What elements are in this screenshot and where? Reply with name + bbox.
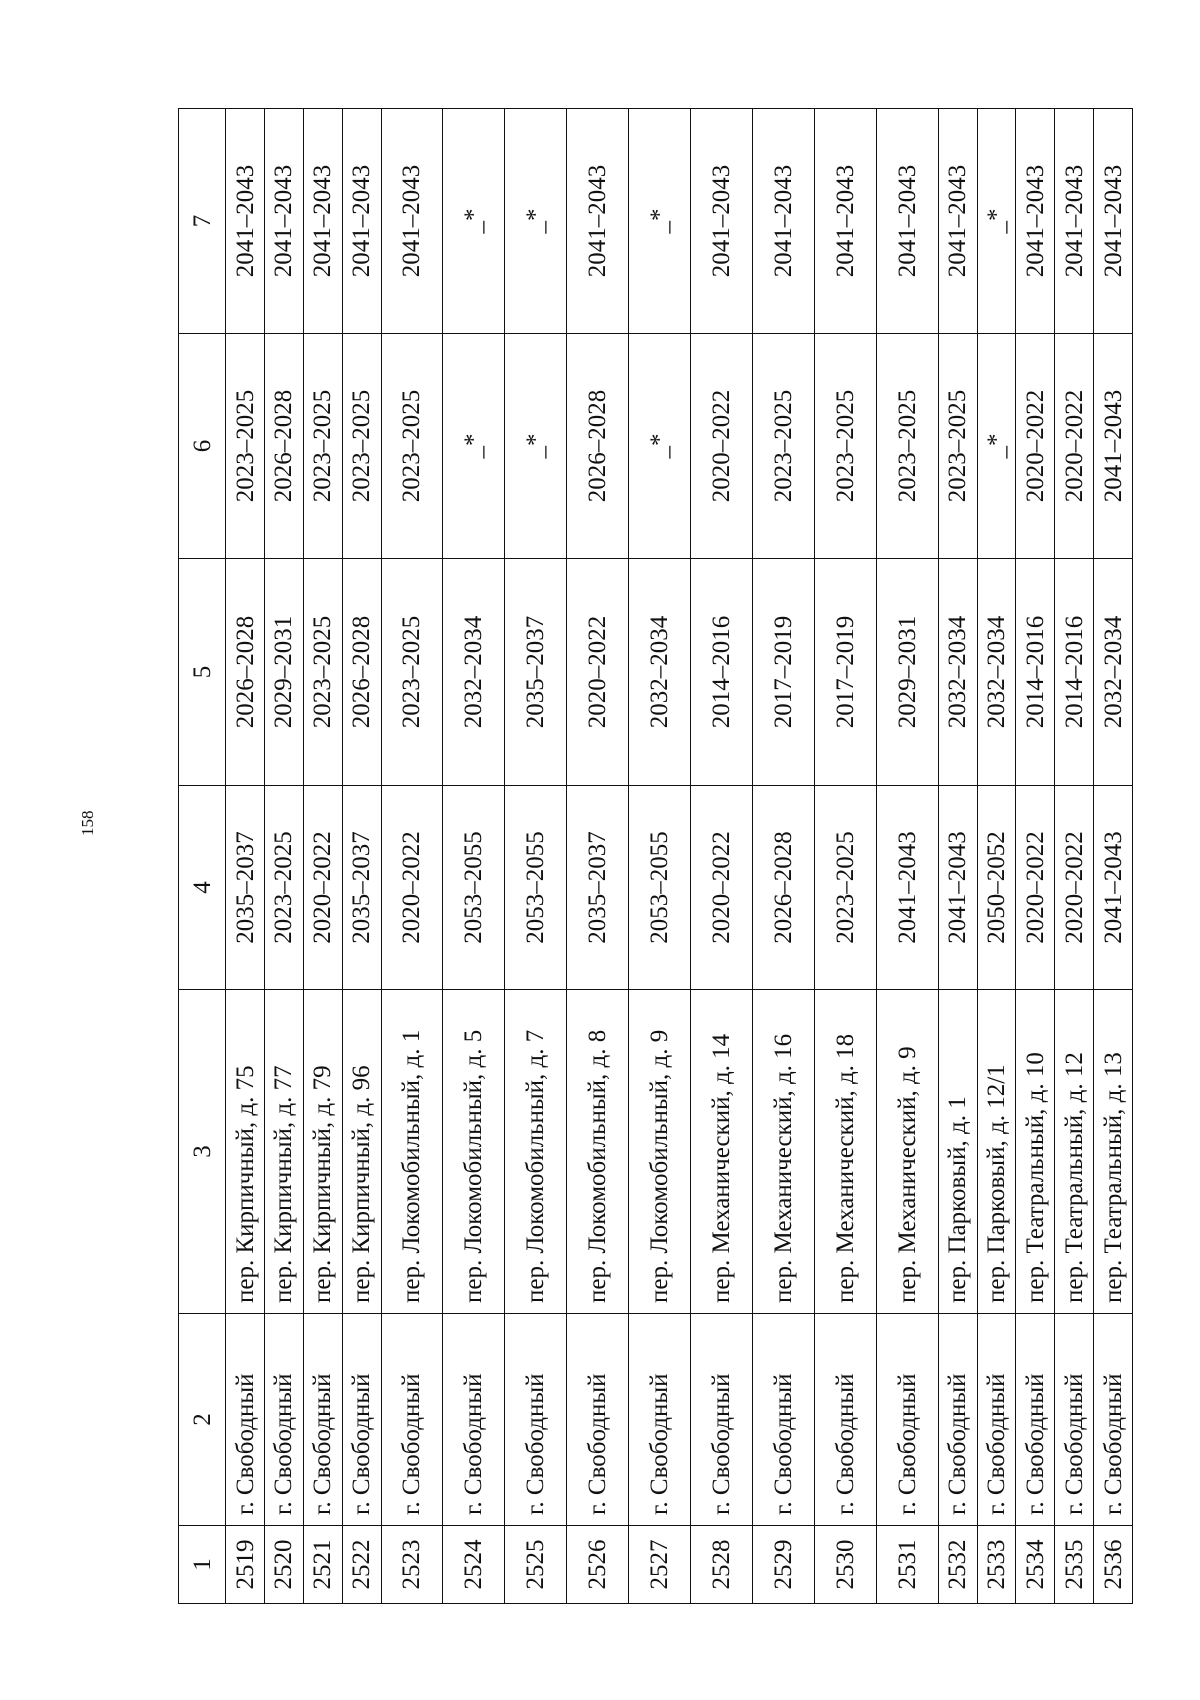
table-row	[1094, 109, 1133, 1604]
cell-c7: 2041–2043	[381, 109, 443, 334]
cell-c1: 2529	[752, 1526, 814, 1604]
cell-c7: 2041–2043	[752, 109, 814, 334]
table-row	[1016, 109, 1055, 1604]
cell-c6: _*	[505, 334, 567, 559]
cell-c3: пер. Кирпичный, д. 79	[303, 990, 342, 1314]
cell-c3: пер. Парковый, д. 1	[938, 990, 977, 1314]
cell-c3: пер. Механический, д. 14	[691, 990, 753, 1314]
cell-c7: 2041–2043	[303, 109, 342, 334]
table-row	[814, 109, 876, 1604]
cell-c6: 2023–2025	[226, 334, 265, 559]
header-cell-7: 7	[179, 109, 226, 334]
cell-c3: пер. Театральный, д. 10	[1016, 990, 1055, 1314]
cell-c1: 2527	[629, 1526, 691, 1604]
cell-c7: _*	[505, 109, 567, 334]
cell-c6: 2020–2022	[1016, 334, 1055, 559]
table-row	[505, 109, 567, 1604]
header-cell-4: 4	[179, 786, 226, 990]
cell-c1: 2536	[1094, 1526, 1133, 1604]
cell-c4: 2041–2043	[876, 786, 938, 990]
cell-c4: 2026–2028	[752, 786, 814, 990]
cell-c1: 2533	[977, 1526, 1016, 1604]
table-row	[443, 109, 505, 1604]
table-row	[691, 109, 753, 1604]
cell-c6: 2023–2025	[342, 334, 381, 559]
cell-c7: 2041–2043	[938, 109, 977, 334]
cell-c4: 2020–2022	[1016, 786, 1055, 990]
cell-c2: г. Свободный	[381, 1314, 443, 1526]
cell-c6: 2023–2025	[303, 334, 342, 559]
cell-c4: 2020–2022	[1055, 786, 1094, 990]
cell-c7: 2041–2043	[691, 109, 753, 334]
cell-c5: 2032–2034	[977, 559, 1016, 786]
table-row	[629, 109, 691, 1604]
cell-c1: 2530	[814, 1526, 876, 1604]
cell-c2: г. Свободный	[691, 1314, 753, 1526]
cell-c5: 2029–2031	[876, 559, 938, 786]
cell-c7: 2041–2043	[1094, 109, 1133, 334]
cell-c3: пер. Кирпичный, д. 77	[265, 990, 304, 1314]
cell-c5: 2023–2025	[381, 559, 443, 786]
cell-c6: _*	[629, 334, 691, 559]
cell-c5: 2032–2034	[1094, 559, 1133, 786]
cell-c7: 2041–2043	[876, 109, 938, 334]
cell-c1: 2521	[303, 1526, 342, 1604]
cell-c2: г. Свободный	[567, 1314, 629, 1526]
cell-c4: 2053–2055	[443, 786, 505, 990]
table-header-row	[179, 109, 226, 1604]
cell-c7: _*	[977, 109, 1016, 334]
cell-c4: 2050–2052	[977, 786, 1016, 990]
cell-c1: 2528	[691, 1526, 753, 1604]
cell-c1: 2534	[1016, 1526, 1055, 1604]
cell-c3: пер. Локомобильный, д. 9	[629, 990, 691, 1314]
cell-c7: 2041–2043	[342, 109, 381, 334]
cell-c2: г. Свободный	[1094, 1314, 1133, 1526]
cell-c6: 2020–2022	[691, 334, 753, 559]
cell-c6: 2023–2025	[752, 334, 814, 559]
cell-c4: 2041–2043	[1094, 786, 1133, 990]
cell-c6: _*	[977, 334, 1016, 559]
cell-c4: 2053–2055	[629, 786, 691, 990]
cell-c1: 2526	[567, 1526, 629, 1604]
cell-c2: г. Свободный	[226, 1314, 265, 1526]
cell-c5: 2017–2019	[814, 559, 876, 786]
table-body	[179, 109, 1133, 1604]
cell-c5: 2029–2031	[265, 559, 304, 786]
cell-c2: г. Свободный	[876, 1314, 938, 1526]
cell-c2: г. Свободный	[342, 1314, 381, 1526]
cell-c3: пер. Театральный, д. 12	[1055, 990, 1094, 1314]
cell-c6: 2023–2025	[814, 334, 876, 559]
cell-c7: 2041–2043	[1055, 109, 1094, 334]
header-cell-2: 2	[179, 1314, 226, 1526]
cell-c5: 2035–2037	[505, 559, 567, 786]
cell-c7: 2041–2043	[265, 109, 304, 334]
cell-c5: 2026–2028	[226, 559, 265, 786]
cell-c5: 2017–2019	[752, 559, 814, 786]
cell-c2: г. Свободный	[814, 1314, 876, 1526]
cell-c5: 2014–2016	[691, 559, 753, 786]
cell-c5: 2032–2034	[443, 559, 505, 786]
cell-c4: 2041–2043	[938, 786, 977, 990]
cell-c1: 2525	[505, 1526, 567, 1604]
table-row	[1055, 109, 1094, 1604]
cell-c3: пер. Театральный, д. 13	[1094, 990, 1133, 1314]
cell-c7: 2041–2043	[1016, 109, 1055, 334]
table-row	[381, 109, 443, 1604]
cell-c2: г. Свободный	[505, 1314, 567, 1526]
cell-c4: 2020–2022	[381, 786, 443, 990]
header-cell-3: 3	[179, 990, 226, 1314]
rotated-table-wrapper	[178, 109, 1133, 1604]
cell-c1: 2531	[876, 1526, 938, 1604]
cell-c4: 2023–2025	[814, 786, 876, 990]
cell-c1: 2535	[1055, 1526, 1094, 1604]
cell-c4: 2035–2037	[342, 786, 381, 990]
cell-c2: г. Свободный	[938, 1314, 977, 1526]
cell-c2: г. Свободный	[303, 1314, 342, 1526]
header-cell-5: 5	[179, 559, 226, 786]
header-cell-1: 1	[179, 1526, 226, 1604]
cell-c6: _*	[443, 334, 505, 559]
cell-c1: 2520	[265, 1526, 304, 1604]
cell-c4: 2053–2055	[505, 786, 567, 990]
cell-c5: 2032–2034	[629, 559, 691, 786]
cell-c6: 2023–2025	[381, 334, 443, 559]
cell-c7: 2041–2043	[814, 109, 876, 334]
page-number: 158	[78, 810, 97, 836]
cell-c7: 2041–2043	[567, 109, 629, 334]
cell-c2: г. Свободный	[443, 1314, 505, 1526]
cell-c7: 2041–2043	[226, 109, 265, 334]
cell-c2: г. Свободный	[1055, 1314, 1094, 1526]
schedule-table	[178, 108, 1133, 1604]
cell-c6: 2023–2025	[938, 334, 977, 559]
cell-c2: г. Свободный	[629, 1314, 691, 1526]
cell-c4: 2035–2037	[567, 786, 629, 990]
cell-c2: г. Свободный	[977, 1314, 1016, 1526]
cell-c1: 2532	[938, 1526, 977, 1604]
cell-c3: пер. Локомобильный, д. 1	[381, 990, 443, 1314]
cell-c5: 2032–2034	[938, 559, 977, 786]
cell-c1: 2519	[226, 1526, 265, 1604]
table-row	[567, 109, 629, 1604]
table-row	[938, 109, 977, 1604]
cell-c2: г. Свободный	[752, 1314, 814, 1526]
cell-c5: 2014–2016	[1016, 559, 1055, 786]
cell-c4: 2020–2022	[303, 786, 342, 990]
table-row	[977, 109, 1016, 1604]
cell-c1: 2523	[381, 1526, 443, 1604]
table-row	[265, 109, 304, 1604]
cell-c2: г. Свободный	[1016, 1314, 1055, 1526]
cell-c3: пер. Механический, д. 16	[752, 990, 814, 1314]
table-row	[752, 109, 814, 1604]
table-row	[342, 109, 381, 1604]
cell-c3: пер. Механический, д. 18	[814, 990, 876, 1314]
cell-c6: 2026–2028	[265, 334, 304, 559]
cell-c3: пер. Парковый, д. 12/1	[977, 990, 1016, 1314]
cell-c6: 2041–2043	[1094, 334, 1133, 559]
cell-c4: 2035–2037	[226, 786, 265, 990]
cell-c3: пер. Кирпичный, д. 96	[342, 990, 381, 1314]
cell-c4: 2020–2022	[691, 786, 753, 990]
cell-c2: г. Свободный	[265, 1314, 304, 1526]
cell-c3: пер. Локомобильный, д. 8	[567, 990, 629, 1314]
cell-c3: пер. Кирпичный, д. 75	[226, 990, 265, 1314]
cell-c5: 2023–2025	[303, 559, 342, 786]
cell-c5: 2020–2022	[567, 559, 629, 786]
cell-c7: _*	[443, 109, 505, 334]
header-cell-6: 6	[179, 334, 226, 559]
cell-c6: 2023–2025	[876, 334, 938, 559]
cell-c7: _*	[629, 109, 691, 334]
cell-c1: 2522	[342, 1526, 381, 1604]
cell-c5: 2014–2016	[1055, 559, 1094, 786]
cell-c6: 2020–2022	[1055, 334, 1094, 559]
table-row	[303, 109, 342, 1604]
cell-c3: пер. Локомобильный, д. 5	[443, 990, 505, 1314]
cell-c5: 2026–2028	[342, 559, 381, 786]
cell-c6: 2026–2028	[567, 334, 629, 559]
cell-c1: 2524	[443, 1526, 505, 1604]
cell-c4: 2023–2025	[265, 786, 304, 990]
cell-c3: пер. Локомобильный, д. 7	[505, 990, 567, 1314]
cell-c3: пер. Механический, д. 9	[876, 990, 938, 1314]
table-row	[226, 109, 265, 1604]
table-row	[876, 109, 938, 1604]
